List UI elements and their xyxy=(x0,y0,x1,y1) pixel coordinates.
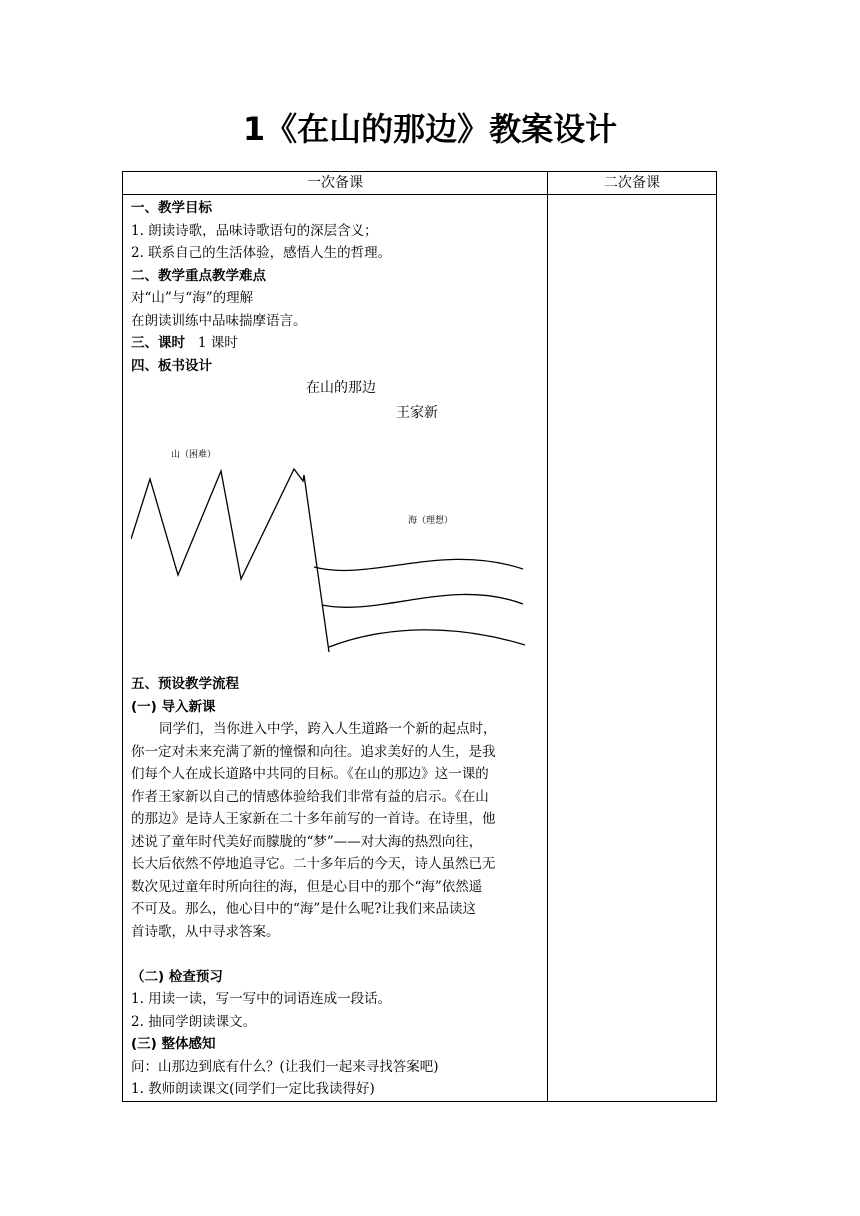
section-heading-hours: 三、课时 xyxy=(131,335,185,351)
subheading-intro: (一) 导入新课 xyxy=(131,698,216,715)
board-design xyxy=(131,377,541,673)
intro-line: 长大后依然不停地追寻它。二十多年后的今天，诗人虽然已无 xyxy=(131,856,496,872)
intro-line: 首诗歌，从中寻求答案。 xyxy=(131,923,280,940)
section-heading-board: 四、板书设计 xyxy=(131,357,212,374)
blank-line xyxy=(131,943,541,966)
question-line: 问：山那边到底有什么？(让我们一起来寻找答案吧) xyxy=(131,1058,439,1075)
key-point-line: 对“山”与“海”的理解 xyxy=(131,290,254,306)
table-body-row xyxy=(123,195,717,1102)
objective-item: 2. 联系自己的生活体验，感悟人生的哲理。 xyxy=(131,245,392,261)
header-first-prep: 一次备课 xyxy=(123,172,548,195)
section-heading-key-points: 二、教学重点教学难点 xyxy=(131,267,266,284)
section-heading-procedure: 五、预设教学流程 xyxy=(131,676,239,692)
section-heading-objectives: 一、教学目标 xyxy=(131,200,212,216)
sea-wave-line xyxy=(314,559,523,570)
sea-wave-line xyxy=(329,630,525,647)
intro-line: 作者王家新以自己的情感体验给我们非常有益的启示。《在山 xyxy=(131,788,489,805)
lesson-hours-line xyxy=(131,332,541,355)
intro-line: 你一定对未来充满了新的憧憬和向往。追求美好的人生，是我 xyxy=(131,743,496,760)
table-header-row xyxy=(123,172,717,195)
preview-item: 2. 抽同学朗读课文。 xyxy=(131,1013,257,1030)
sea-label: 海（理想） xyxy=(408,516,454,526)
board-poem-title: 在山的那边 xyxy=(306,380,376,396)
intro-line: 不可及。那么，他心目中的“海”是什么呢?让我们来品读这 xyxy=(131,901,477,917)
reading-item: 1. 教师朗读课文(同学们一定比我读得好) xyxy=(131,1081,375,1097)
intro-paragraph xyxy=(131,718,541,943)
mountain-zigzag-line xyxy=(131,469,329,652)
first-prep-content xyxy=(123,195,548,1102)
mountain-sea-sketch xyxy=(131,377,541,673)
subheading-preview: （二) 检查预习 xyxy=(131,968,223,985)
header-second-prep: 二次备课 xyxy=(548,172,717,195)
intro-line: 同学们，当你进入中学，跨入人生道路一个新的起点时， xyxy=(159,721,497,737)
objective-item: 1. 朗读诗歌，品味诗歌语句的深层含义； xyxy=(131,222,378,239)
board-poem-author: 王家新 xyxy=(396,405,438,421)
lesson-plan-table xyxy=(122,171,717,1102)
key-point-line: 在朗读训练中品味揣摩语言。 xyxy=(131,312,307,329)
mountain-label: 山（困难） xyxy=(171,450,217,460)
lesson-hours-value: 1 课时 xyxy=(197,335,238,351)
intro-line: 述说了童年时代美好而朦胧的“梦”——对大海的热烈向往， xyxy=(131,833,483,850)
sea-wave-line xyxy=(322,594,523,607)
document-title: 1《在山的那边》教案设计 xyxy=(242,110,618,148)
intro-line: 们每个人在成长道路中共同的目标。《在山的那边》这一课的 xyxy=(131,766,489,782)
second-prep-content xyxy=(548,195,717,1102)
intro-line: 数次见过童年时所向往的海，但是心目中的那个“海”依然遥 xyxy=(131,878,483,895)
subheading-overall: (三) 整体感知 xyxy=(131,1036,216,1052)
intro-line: 的那边》是诗人王家新在二十多年前写的一首诗。在诗里，他 xyxy=(131,811,496,827)
preview-item: 1. 用读一读，写一写中的词语连成一段话。 xyxy=(131,991,392,1007)
